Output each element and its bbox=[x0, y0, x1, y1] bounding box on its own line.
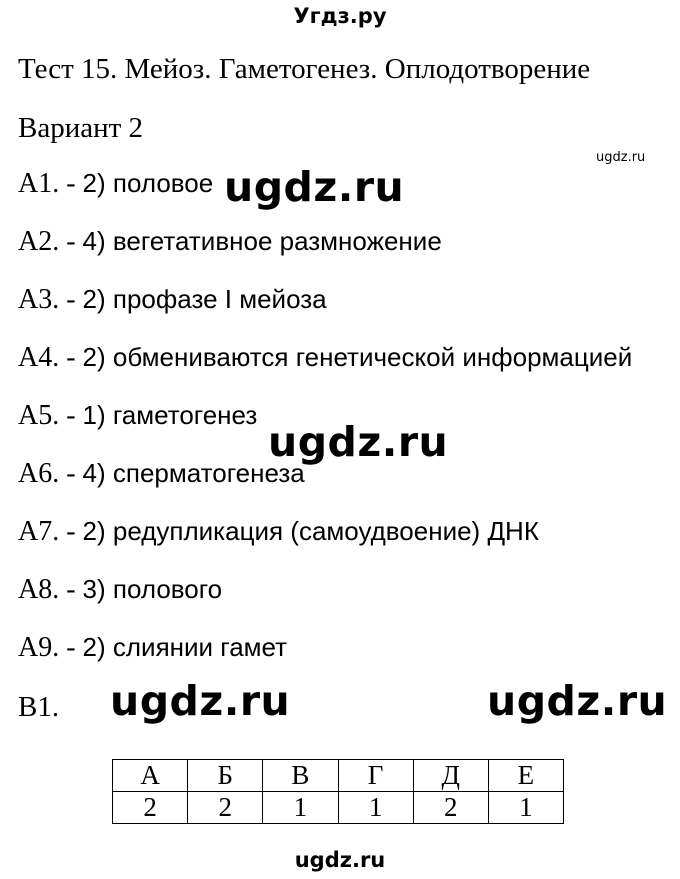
answer-a3 bbox=[18, 283, 327, 316]
watermark-large: ugdz.ru bbox=[487, 677, 668, 725]
table-cell: 1 bbox=[488, 792, 563, 824]
table-cell: 2 bbox=[188, 792, 263, 824]
watermark-small: ugdz.ru bbox=[596, 150, 646, 165]
table-header-cell: Б bbox=[188, 760, 263, 792]
answer-code: А9. - bbox=[18, 632, 83, 663]
answer-a1 bbox=[18, 167, 213, 200]
answer-code: А2. - bbox=[18, 226, 83, 257]
answer-text: 3) полового bbox=[82, 574, 223, 604]
table-header-cell: А bbox=[113, 760, 188, 792]
answer-code: А1. - bbox=[18, 168, 83, 199]
answer-a7 bbox=[18, 515, 539, 548]
table-header-cell: Г bbox=[338, 760, 413, 792]
table-header-cell: Е bbox=[488, 760, 563, 792]
answer-text: 2) обмениваются генетической информацией bbox=[82, 342, 633, 372]
answer-code: А6. - bbox=[18, 458, 83, 489]
answer-code: А7. - bbox=[18, 516, 83, 547]
b1-label: В1. bbox=[18, 691, 60, 723]
answer-text: 2) слиянии гамет bbox=[82, 632, 288, 662]
table-cell: 1 bbox=[263, 792, 338, 824]
answer-a4 bbox=[18, 341, 632, 374]
answer-a9 bbox=[18, 631, 287, 664]
table-header-cell: В bbox=[263, 760, 338, 792]
answer-text: 1) гаметогенез bbox=[82, 400, 258, 430]
answer-a2 bbox=[18, 225, 442, 258]
page-title: Тест 15. Мейоз. Гаметогенез. Оплодотворение bbox=[18, 53, 591, 85]
answer-text: 2) половое bbox=[82, 168, 214, 198]
watermark-large: ugdz.ru bbox=[224, 163, 405, 211]
answer-text: 4) сперматогенеза bbox=[82, 458, 305, 488]
watermark-large: ugdz.ru bbox=[110, 677, 291, 725]
answer-text: 4) вегетативное размножение bbox=[82, 226, 442, 256]
answer-code: А5. - bbox=[18, 400, 83, 431]
answer-a6 bbox=[18, 457, 305, 490]
answer-code: А8. - bbox=[18, 574, 83, 605]
answer-code: А4. - bbox=[18, 342, 83, 373]
answer-text: 2) профазе I мейоза bbox=[82, 284, 327, 314]
answer-code: А3. - bbox=[18, 284, 83, 315]
table-cell: 2 bbox=[113, 792, 188, 824]
table-cell: 2 bbox=[413, 792, 488, 824]
answer-a5 bbox=[18, 399, 257, 432]
site-footer: ugdz.ru bbox=[294, 848, 386, 872]
table-row bbox=[113, 792, 564, 824]
variant-label: Вариант 2 bbox=[18, 112, 144, 144]
site-header: Угдз.ру bbox=[293, 4, 387, 28]
watermark-large: ugdz.ru bbox=[268, 418, 449, 466]
table-header-cell: Д bbox=[413, 760, 488, 792]
answer-a8 bbox=[18, 573, 222, 606]
table-header-row bbox=[113, 760, 564, 792]
table-cell: 1 bbox=[338, 792, 413, 824]
answer-text: 2) редупликация (самоудвоение) ДНК bbox=[82, 516, 539, 546]
b1-answer-table bbox=[112, 759, 564, 824]
